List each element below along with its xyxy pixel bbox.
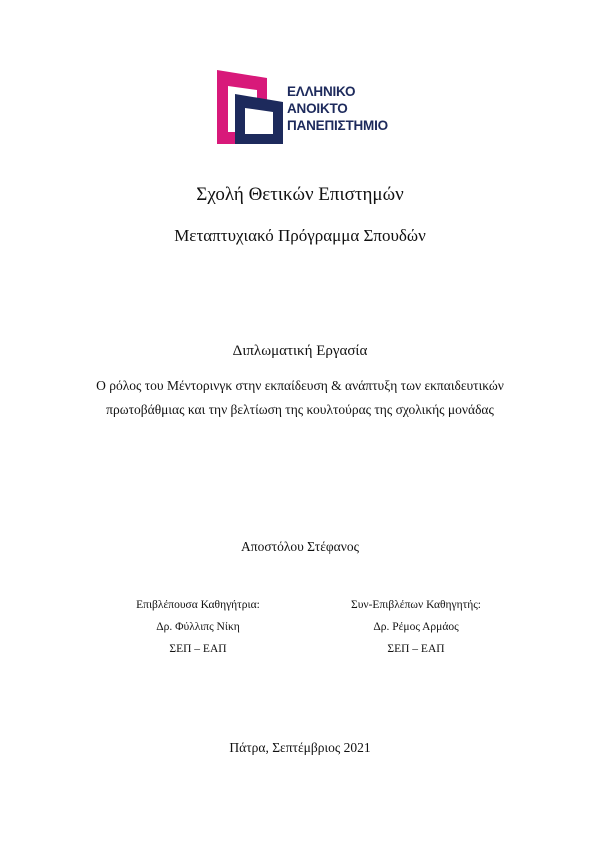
program-name: Μεταπτυχιακό Πρόγραμμα Σπουδών (174, 226, 426, 245)
co-supervisor-block (286, 594, 546, 660)
co-supervisor-name: Δρ. Ρέμος Αρμάος (373, 621, 459, 633)
logo-line-2: ΑΝΟΙΚΤΟ (287, 101, 348, 116)
thesis-title (0, 374, 600, 422)
supervisor-role: Επιβλέπουσα Καθηγήτρια: (136, 599, 260, 611)
place-and-date: Πάτρα, Σεπτέμβριος 2021 (229, 740, 371, 755)
university-logo-text (287, 83, 388, 134)
logo-line-1: ΕΛΛΗΝΙΚΟ (287, 84, 356, 99)
supervisor-name: Δρ. Φύλλιπς Νίκη (156, 621, 240, 633)
logo-line-3: ΠΑΝΕΠΙΣΤΗΜΙΟ (287, 118, 388, 133)
thesis-title-line-2: πρωτοβάθμιας και την βελτίωση της κουλτούρας της σχολικής μονάδας (106, 402, 494, 417)
co-supervisor-role: Συν-Επιβλέπων Καθηγητής: (351, 599, 481, 611)
thesis-title-line-1: Ο ρόλος του Μέντορινγκ στην εκπαίδευση & ανάπτυξη των εκπαιδευτικών (96, 378, 504, 393)
document-type: Διπλωματική Εργασία (232, 343, 368, 359)
co-supervisor-affiliation: ΣΕΠ – ΕΑΠ (387, 643, 445, 655)
supervisor-affiliation: ΣΕΠ – ΕΑΠ (169, 643, 227, 655)
author-name: Αποστόλου Στέφανος (241, 539, 359, 554)
university-logo-mark-icon (217, 70, 283, 144)
university-logo (217, 70, 407, 144)
school-name: Σχολή Θετικών Επιστημών (196, 184, 404, 205)
